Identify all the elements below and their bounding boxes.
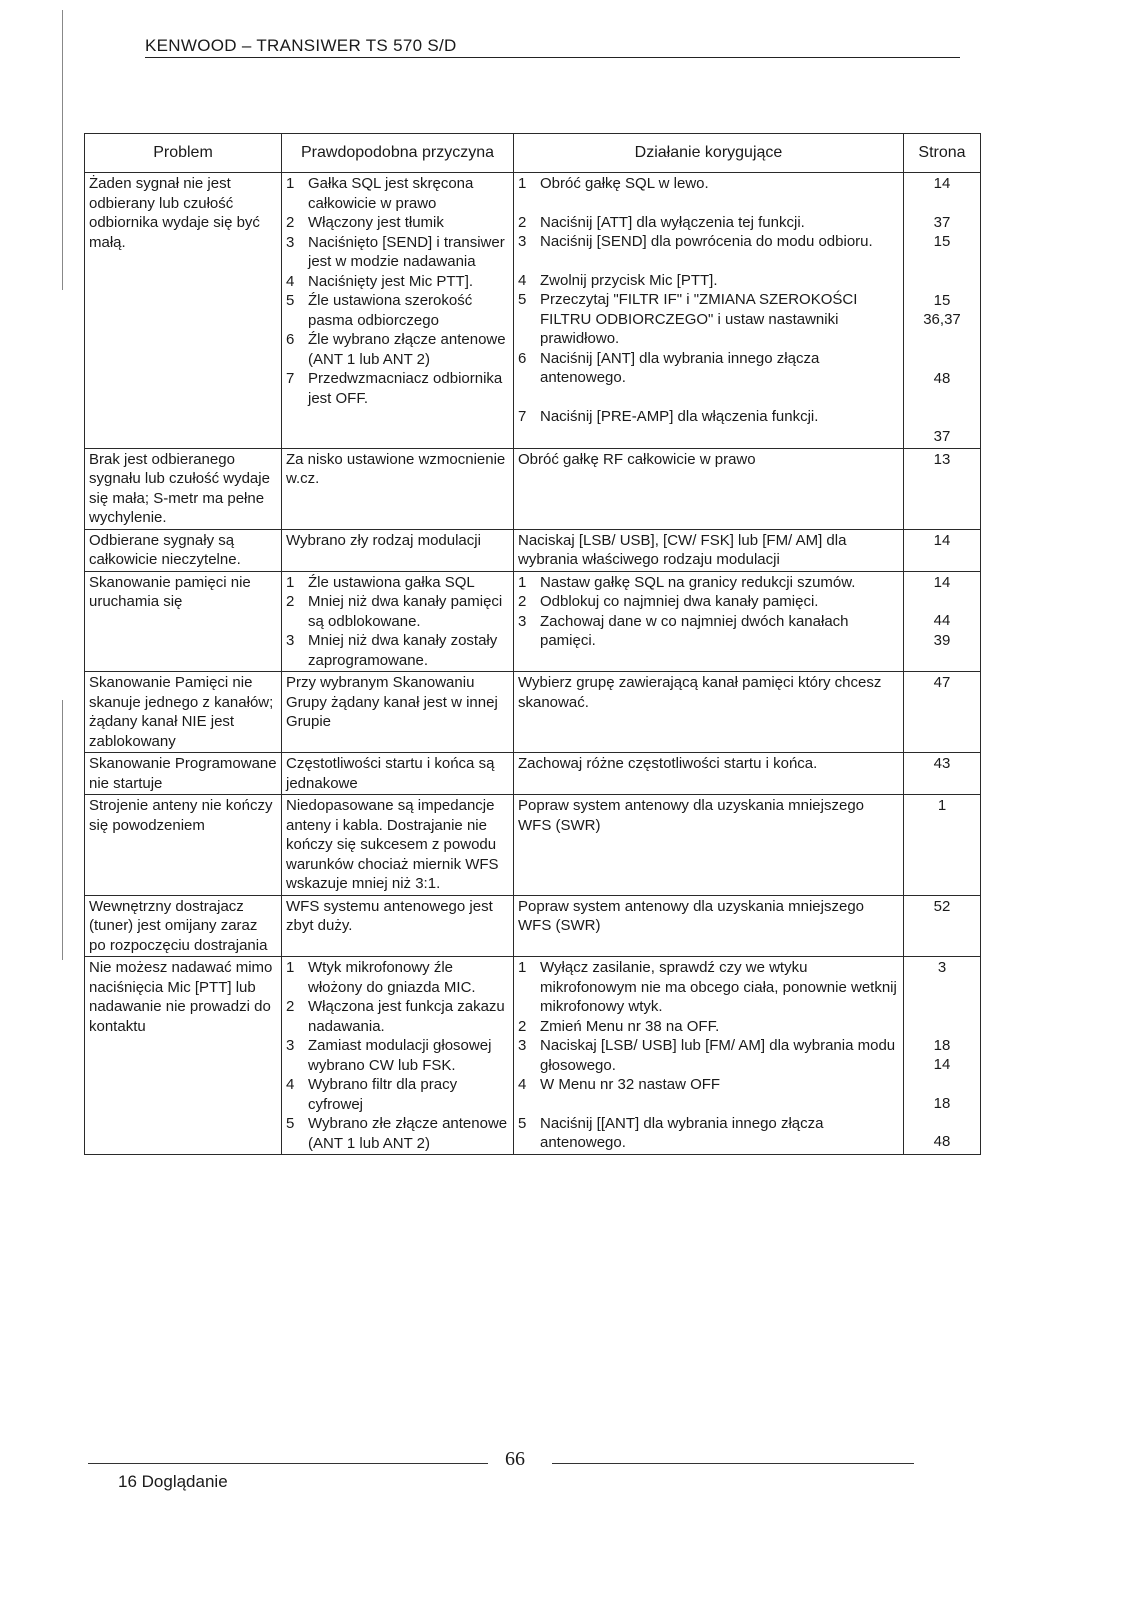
column-header-action: Działanie korygujące xyxy=(514,134,904,173)
cause-item: 5 Wybrano złe złącze antenowe (ANT 1 lub ANT 2) xyxy=(286,1115,508,1152)
cause-item: 1 Wtyk mikrofonowy źle włożony do gniazda MIC. xyxy=(286,959,476,996)
action-item: 5 Przeczytaj "FILTR IF" i "ZMIANA SZEROKOŚCI FILTRU ODBIORCZEGO" i ustaw nastawniki prawidłowo. xyxy=(518,291,858,347)
column-header-problem: Problem xyxy=(85,134,282,173)
cause-item: 3 Naciśnięto [SEND] i transiwer jest w modzie nadawania xyxy=(286,233,505,270)
action-item: 3 Zachowaj dane w co najmniej dwóch kanałach pamięci. xyxy=(518,612,849,649)
action-item: 2 Odblokuj co najmniej dwa kanały pamięci. xyxy=(518,593,819,610)
cause-item: 3 Zamiast modulacji głosowej wybrano CW lub FSK. xyxy=(286,1037,492,1074)
table-header-row xyxy=(85,134,981,173)
page-cell: 14 xyxy=(904,529,981,571)
document-header: KENWOOD – TRANSIWER TS 570 S/D xyxy=(145,36,960,58)
page-cell: 43 xyxy=(904,753,981,795)
section-label: 16 Doglądanie xyxy=(118,1472,228,1491)
page-cell: 14 44 39 xyxy=(904,571,981,672)
action-item: 4 W Menu nr 32 nastaw OFF xyxy=(518,1076,721,1093)
column-header-page: Strona xyxy=(904,134,981,173)
page-number: 66 xyxy=(505,1448,525,1470)
action-cell: Popraw system antenowy dla uzyskania mniejszego WFS (SWR) xyxy=(514,895,904,957)
table-row xyxy=(85,571,981,672)
cause-item: 1 Źle ustawiona gałka SQL xyxy=(286,573,475,591)
table-row xyxy=(85,753,981,795)
cause-item: 1 Gałka SQL jest skręcona całkowicie w prawo xyxy=(286,175,474,212)
page-cell: 52 xyxy=(904,895,981,957)
cause-cell xyxy=(282,173,514,449)
page-cell: 3 18 14 18 48 xyxy=(904,957,981,1155)
troubleshooting-table xyxy=(84,133,981,1155)
table-row xyxy=(85,448,981,529)
cause-cell xyxy=(282,957,514,1155)
problem-cell: Brak jest odbieranego sygnału lub czułość wydaje się mała; S-metr ma pełne wychylenie. xyxy=(85,448,282,529)
action-item: 2 Zmień Menu nr 38 na OFF. xyxy=(518,1017,720,1035)
action-cell: Zachowaj różne częstotliwości startu i końca. xyxy=(514,753,904,795)
table-row xyxy=(85,795,981,896)
cause-cell: Wybrano zły rodzaj modulacji xyxy=(282,529,514,571)
cause-cell: Częstotliwości startu i końca są jednakowe xyxy=(282,753,514,795)
cause-item: 2 Włączony jest tłumik xyxy=(286,214,444,231)
problem-cell: Żaden sygnał nie jest odbierany lub czułość odbiornika wydaje się być małą. xyxy=(85,173,282,449)
cause-item: 7 Przedwzmacniacz odbiornika jest OFF. xyxy=(286,370,503,407)
problem-cell: Strojenie anteny nie kończy się powodzeniem xyxy=(85,795,282,896)
action-item: 1 Nastaw gałkę SQL na granicy redukcji szumów. xyxy=(518,573,856,591)
table-row xyxy=(85,957,981,1155)
scan-margin-mark xyxy=(62,700,63,960)
action-cell xyxy=(514,173,904,449)
cause-item: 5 Źle ustawiona szerokość pasma odbiorczego xyxy=(286,292,473,329)
column-header-cause: Prawdopodobna przyczyna xyxy=(282,134,514,173)
action-item: 1 Wyłącz zasilanie, sprawdź czy we wtyku mikrofonowym nie ma obcego ciała, ponownie wetknij mikrofonowy wtyk. xyxy=(518,959,897,1015)
table-row xyxy=(85,672,981,753)
action-item: 3 Naciskaj [LSB/ USB] lub [FM/ AM] dla wybrania modu głosowego. xyxy=(518,1037,896,1074)
table-row xyxy=(85,895,981,957)
problem-cell: Wewnętrzny dostrajacz (tuner) jest omijany zaraz po rozpoczęciu dostrajania xyxy=(85,895,282,957)
action-cell xyxy=(514,957,904,1155)
problem-cell: Skanowanie pamięci nie uruchamia się xyxy=(85,571,282,672)
table-row xyxy=(85,529,981,571)
cause-item: 4 Wybrano filtr dla pracy cyfrowej xyxy=(286,1076,458,1113)
problem-cell: Skanowanie Pamięci nie skanuje jednego z kanałów; żądany kanał NIE jest zablokowany xyxy=(85,672,282,753)
cause-item: 2 Włączona jest funkcja zakazu nadawania. xyxy=(286,998,505,1035)
cause-item: 2 Mniej niż dwa kanały pamięci są odblokowane. xyxy=(286,593,503,630)
cause-item: 3 Mniej niż dwa kanały zostały zaprogramowane. xyxy=(286,632,498,669)
action-item: 7 Naciśnij [PRE-AMP] dla włączenia funkcji. xyxy=(518,407,819,425)
cause-cell: WFS systemu antenowego jest zbyt duży. xyxy=(282,895,514,957)
table-row xyxy=(85,173,981,449)
cause-item: 4 Naciśnięty jest Mic PTT]. xyxy=(286,272,474,290)
footer-rule-left xyxy=(88,1463,488,1464)
footer-rule-right xyxy=(552,1463,914,1464)
action-item: 6 Naciśnij [ANT] dla wybrania innego złącza antenowego. xyxy=(518,349,820,386)
action-cell: Wybierz grupę zawierającą kanał pamięci który chcesz skanować. xyxy=(514,672,904,753)
action-cell: Naciskaj [LSB/ USB], [CW/ FSK] lub [FM/ AM] dla wybrania właściwego rodzaju modulacji xyxy=(514,529,904,571)
action-item: 1 Obróć gałkę SQL w lewo. xyxy=(518,175,709,192)
cause-cell xyxy=(282,571,514,672)
action-item: 2 Naciśnij [ATT] dla wyłączenia tej funkcji. xyxy=(518,213,805,231)
action-item: 3 Naciśnij [SEND] dla powrócenia do modu odbioru. xyxy=(518,233,873,250)
page-cell: 14 37 15 15 36,37 48 37 xyxy=(904,173,981,449)
problem-cell: Odbierane sygnały są całkowicie nieczytelne. xyxy=(85,529,282,571)
cause-item: 6 Źle wybrano złącze antenowe (ANT 1 lub ANT 2) xyxy=(286,331,506,368)
action-cell xyxy=(514,571,904,672)
action-cell: Obróć gałkę RF całkowicie w prawo xyxy=(514,448,904,529)
action-cell: Popraw system antenowy dla uzyskania mniejszego WFS (SWR) xyxy=(514,795,904,896)
action-item: 5 Naciśnij [[ANT] dla wybrania innego złącza antenowego. xyxy=(518,1114,824,1151)
cause-cell: Niedopasowane są impedancje anteny i kabla. Dostrajanie nie kończy się sukcesem z powodu warunków chociaż miernik WFS wskazuje mniej niż 3:1. xyxy=(282,795,514,896)
page-cell: 47 xyxy=(904,672,981,753)
problem-cell: Nie możesz nadawać mimo naciśnięcia Mic [PTT] lub nadawanie nie prowadzi do kontaktu xyxy=(85,957,282,1155)
cause-cell: Za nisko ustawione wzmocnienie w.cz. xyxy=(282,448,514,529)
scan-margin-mark xyxy=(62,10,63,290)
action-item: 4 Zwolnij przycisk Mic [PTT]. xyxy=(518,271,718,289)
page-cell: 1 xyxy=(904,795,981,896)
problem-cell: Skanowanie Programowane nie startuje xyxy=(85,753,282,795)
page-cell: 13 xyxy=(904,448,981,529)
cause-cell: Przy wybranym Skanowaniu Grupy żądany kanał jest w innej Grupie xyxy=(282,672,514,753)
